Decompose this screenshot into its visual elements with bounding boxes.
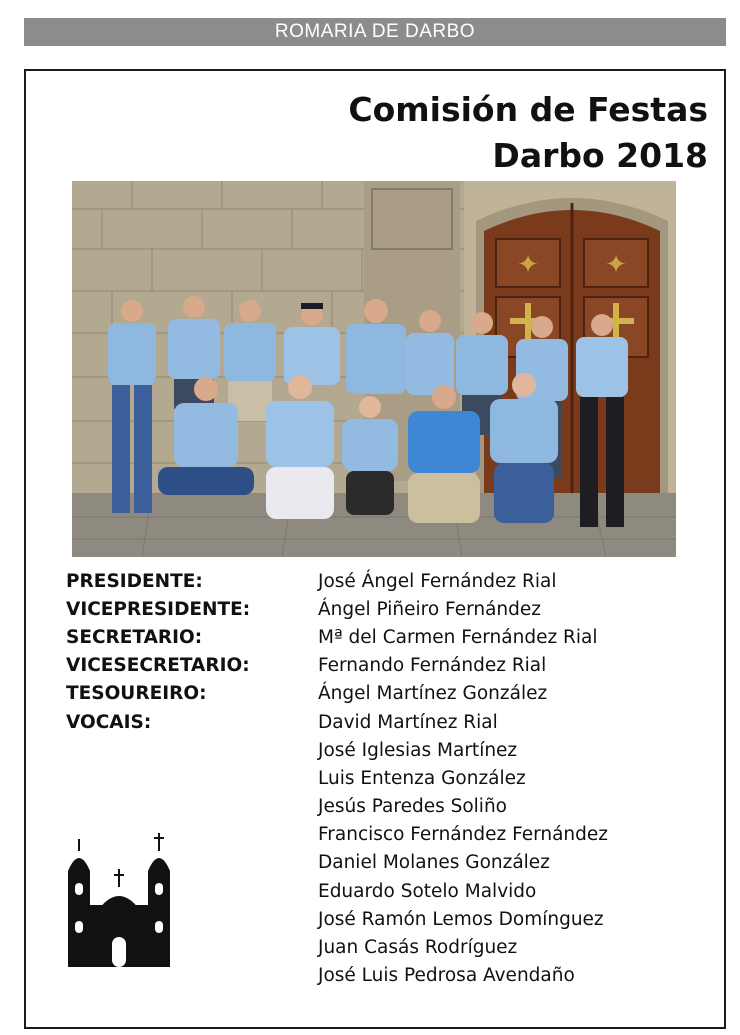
- member-name: Juan Casás Rodríguez: [318, 937, 518, 959]
- role-label: VICESECRETARIO:: [66, 655, 250, 677]
- committee-row: [66, 680, 706, 708]
- member-name: José Ramón Lemos Domínguez: [318, 908, 604, 930]
- group-photo: [72, 181, 676, 557]
- page-title: [348, 87, 708, 179]
- svg-text:✦: ✦: [605, 250, 627, 280]
- role-label: SECRETARIO:: [66, 626, 203, 648]
- member-name: Francisco Fernández Fernández: [318, 824, 608, 846]
- role-label: VOCAIS:: [66, 711, 152, 733]
- committee-row: [66, 567, 706, 595]
- role-label: PRESIDENTE:: [66, 570, 203, 592]
- member-name: Mª del Carmen Fernández Rial: [318, 626, 598, 648]
- role-label: TESOUREIRO:: [66, 683, 207, 705]
- member-name: Eduardo Sotelo Malvido: [318, 880, 537, 902]
- role-label: VICEPRESIDENTE:: [66, 598, 251, 620]
- title-line-2: Darbo 2018: [492, 136, 708, 175]
- committee-row: [66, 793, 706, 821]
- committee-row: [66, 652, 706, 680]
- member-name: José Ángel Fernández Rial: [318, 570, 557, 592]
- member-name: Luis Entenza González: [318, 767, 526, 789]
- page-frame: [24, 69, 726, 1029]
- church-silhouette-icon: [66, 833, 172, 967]
- svg-text:✦: ✦: [517, 250, 539, 280]
- member-name: José Iglesias Martínez: [318, 739, 518, 761]
- committee-row: [66, 595, 706, 623]
- member-name: José Luis Pedrosa Avendaño: [318, 965, 575, 987]
- committee-row: [66, 623, 706, 651]
- member-name: David Martínez Rial: [318, 711, 498, 733]
- member-name: Jesús Paredes Soliño: [318, 796, 507, 818]
- member-name: Ángel Piñeiro Fernández: [318, 598, 541, 620]
- banner-title: ROMARIA DE DARBO: [274, 21, 476, 42]
- member-name: Fernando Fernández Rial: [318, 655, 547, 677]
- member-name: Daniel Molanes González: [318, 852, 550, 874]
- member-name: Ángel Martínez González: [318, 683, 548, 705]
- title-line-1: Comisión de Festas: [348, 90, 708, 129]
- committee-row: [66, 708, 706, 736]
- committee-row: [66, 764, 706, 792]
- committee-row: [66, 736, 706, 764]
- top-banner: [24, 18, 726, 46]
